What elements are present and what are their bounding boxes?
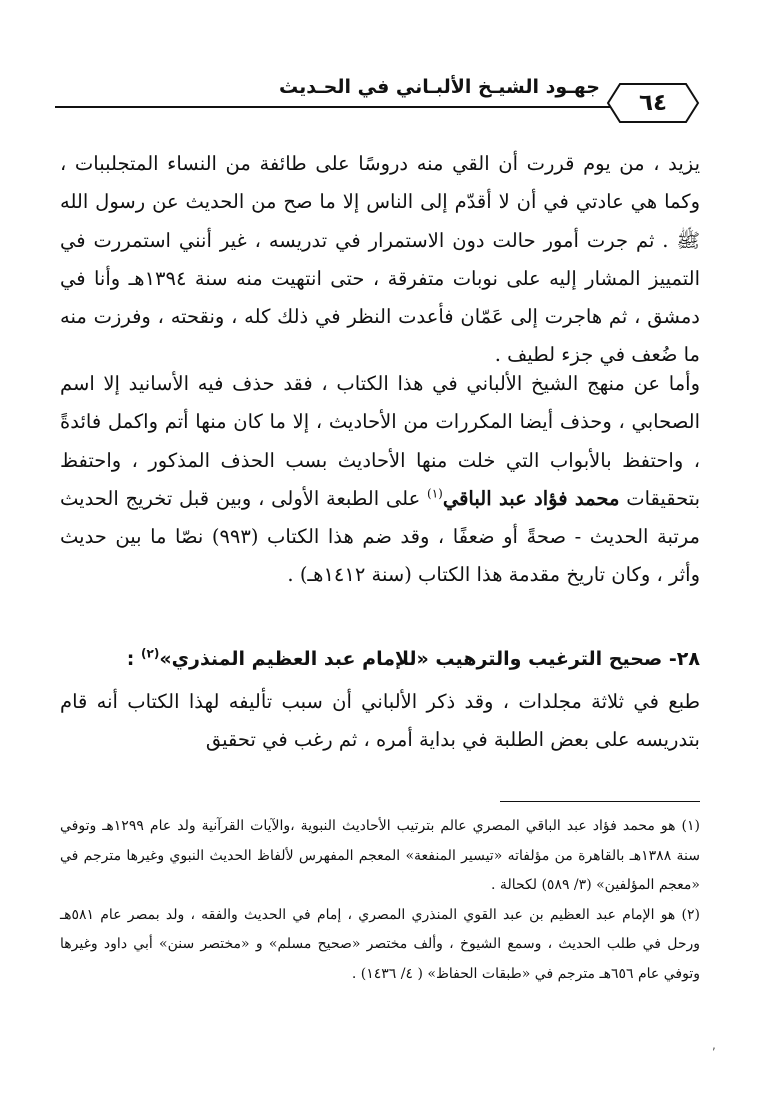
paragraph-3: طبع في ثلاثة مجلدات ، وقد ذكر الألباني أن سبب تأليفه لهذا الكتاب أنه قام بتدريسه على بعض الطلبة في بداية أمره ، ثم رغب في تحقيق bbox=[60, 690, 700, 752]
section-heading bbox=[60, 640, 700, 678]
paragraph-2-text-a: وأما عن منهج الشيخ الألباني في هذا الكتاب ، فقد حذف فيه الأسانيد إلا اسم الصحابي ، وحذف أيضا المكررات من الأحاديث ، إلا ما كان منها أتم واكمل فائدةً ، واحتفظ بالأبواب التي خلت منها الأحاديث بسب الحذف المذكور ، واحتفظ بتحقيقات bbox=[60, 372, 701, 510]
paragraph-2-text-b: على الطبعة الأولى ، وبين قبل تخريج الحديث مرتبة الحديث - صحةً أو ضعفًا ، وقد ضم هذا الكتاب (٩٩٣) نصّا ما بين حديث وأثر ، وكان تاريخ مقدمة هذا الكتاب (سنة ١٤١٢هـ) . bbox=[60, 486, 700, 587]
footnote-rule bbox=[500, 801, 700, 802]
author-name: محمد فؤاد عبد الباقي bbox=[442, 486, 620, 510]
page-number-badge bbox=[606, 82, 700, 124]
section-heading-colon: : bbox=[126, 648, 135, 670]
paragraph-2 bbox=[60, 365, 700, 595]
footnote-ref-2[interactable]: (٢) bbox=[141, 646, 160, 661]
header-rule bbox=[55, 106, 644, 108]
footnote-1: (١) هو محمد فؤاد عبد الباقي المصري عالم بترتيب الأحاديث النبوية ،والآيات القرآنية ولد عام ١٢٩٩هـ وتوفي سنة ١٣٨٨هـ بالقاهرة من مؤلفاته «تيسير المنفعة» المعجم المفهرس لألفاظ الحديث النبوي وغيرها مترجم في «معجم المؤلفين» (٣/ ٥٨٩) لكحالة . bbox=[60, 818, 701, 893]
running-title: جهـود الشيـخ الألبـاني في الحـديث bbox=[278, 76, 600, 98]
footnote-2: (٢) هو الإمام عبد العظيم بن عبد القوي المنذري المصري ، إمام في الحديث والفقه ، ولد بمصر عام ٥٨١هـ ورحل في طلب الحديث ، وسمع الشيوخ ، وألف مختصر «صحيح مسلم» و «مختصر سنن» أبي داود وغيرها وتوفي عام ٦٥٦هـ مترجم في «طبقات الحفاظ» ( ٤/ ١٤٣٦) . bbox=[60, 906, 700, 982]
footnote-ref-1[interactable]: (١) bbox=[427, 486, 443, 501]
page-number: ٦٤ bbox=[638, 90, 668, 116]
corner-mark: , bbox=[712, 1038, 716, 1052]
footnotes bbox=[60, 812, 700, 989]
paragraph-1: يزيد ، من يوم قررت أن القي منه دروسًا على طائفة من النساء المتجلببات ، وكما هي عادتي في أن لا أقدّم إلى الناس إلا ما صح من الحديث عن رسول الله ﷺ . ثم جرت أمور حالت دون الاستمرار في تدريسه ، غير أنني استمررت في التمييز المشار إليه على نوبات متفرقة ، حتى انتهيت منه سنة ١٣٩٤هـ وأنا في دمشق ، ثم هاجرت إلى عَمّان فأعدت النظر في ذلك كله ، ونقحته ، وفرزت منه ما ضُعف في جزء لطيف . bbox=[60, 152, 701, 367]
page-header bbox=[55, 66, 700, 126]
section-heading-text: ٢٨- صحيح الترغيب والترهيب «للإمام عبد العظيم المنذري» bbox=[159, 648, 700, 670]
